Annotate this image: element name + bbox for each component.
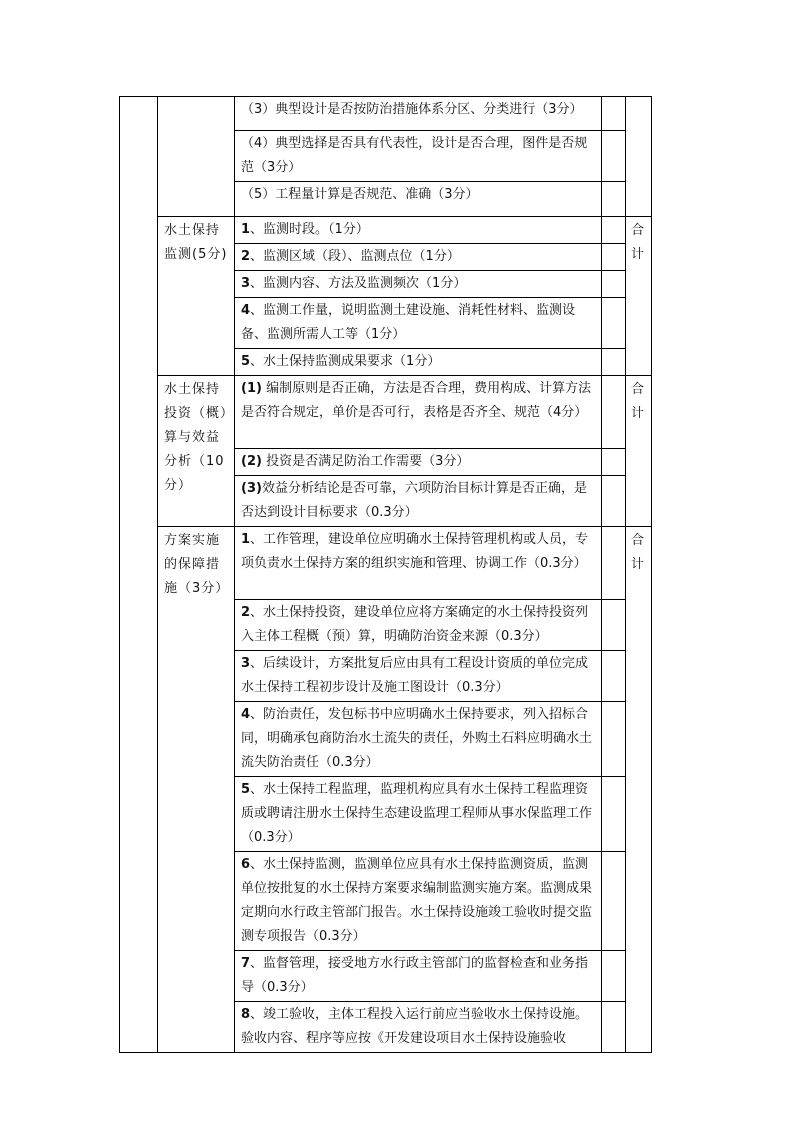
- item-number: 4: [241, 303, 251, 318]
- criteria-text: 、监测工作量，说明监测土建设施、消耗性材料、监测设备、监测所需人工等（1分）: [241, 303, 576, 342]
- criteria-text: （3）典型设计是否按防治措施体系分区、分类进行（3分）: [241, 102, 583, 117]
- item-number: (3): [241, 481, 262, 496]
- score-cell: [602, 449, 626, 476]
- criteria-row: [235, 217, 602, 244]
- criteria-text: 、竣工验收，主体工程投入运行前应当验收水土保持设施。验收内容、程序等应按《开发建设项目水土保持设施验收: [241, 1007, 589, 1046]
- criteria-text: 编制原则是否正确，方法是否合理，费用构成、计算方法是否符合规定，单价是否可行，表格是否齐全、规范（4分）: [241, 381, 592, 420]
- criteria-row: [235, 527, 602, 600]
- criteria-text: 、后续设计，方案批复后应由具有工程设计资质的单位完成水土保持工程初步设计及施工图设计（0.3分）: [241, 656, 589, 695]
- item-number: (2): [241, 454, 262, 469]
- item-number: (1): [241, 381, 262, 396]
- total-label: 合计: [626, 217, 652, 376]
- score-cell: [602, 852, 626, 951]
- criteria-row: [235, 244, 602, 271]
- score-cell: [602, 349, 626, 376]
- item-number: 2: [241, 249, 251, 264]
- criteria-text: 、水土保持监测成果要求（1分）: [250, 354, 441, 369]
- total-cell: [626, 97, 652, 217]
- score-cell: [602, 777, 626, 852]
- item-number: 1: [241, 222, 251, 237]
- criteria-text: 投资是否满足防治工作需要（3分）: [261, 454, 470, 469]
- item-number: 5: [241, 354, 251, 369]
- criteria-row: [235, 449, 602, 476]
- score-cell: [602, 476, 626, 527]
- criteria-text: 效益分析结论是否可靠，六项防治目标计算是否正确，是否达到设计目标要求（0.3分）: [241, 481, 587, 520]
- criteria-row: [235, 1002, 602, 1053]
- criteria-text: 、监测时段。（1分）: [250, 222, 369, 237]
- review-score-table: [119, 96, 652, 1053]
- criteria-text: 、防治责任，发包标书中应明确水土保持要求，列入招标合同，明确承包商防治水土流失的责任，外购土石料应明确水土流失防治责任（0.3分）: [241, 707, 593, 770]
- category-investment: 水土保持投资（概）算与效益分析（10分）: [158, 376, 235, 527]
- criteria-row: [235, 777, 602, 852]
- criteria-row: [235, 298, 602, 349]
- criteria-row: [235, 951, 602, 1002]
- criteria-text: 、水土保持监测，监测单位应具有水土保持监测资质，监测单位按批复的水土保持方案要求编制监测实施方案。监测成果定期向水行政主管部门报告。水土保持设施竣工验收时提交监测专项报告（0.3分）: [241, 857, 593, 944]
- score-cell: [602, 376, 626, 449]
- score-cell: [602, 298, 626, 349]
- category-guarantee: 方案实施的保障措施（3分）: [158, 527, 235, 1053]
- item-number: 5: [241, 782, 251, 797]
- item-number: 8: [241, 1007, 251, 1022]
- criteria-text: 、监测区域（段）、监测点位（1分）: [250, 249, 460, 264]
- criteria-text: 、工作管理，建设单位应明确水土保持管理机构或人员，专项负责水土保持方案的组织实施和管理、协调工作（0.3分）: [241, 532, 589, 571]
- criteria-row: [235, 271, 602, 298]
- score-cell: [602, 651, 626, 702]
- item-number: 6: [241, 857, 251, 872]
- category-monitoring: 水土保持监测(5分): [158, 217, 235, 376]
- criteria-row: [235, 852, 602, 951]
- item-number: 7: [241, 956, 251, 971]
- criteria-row: [235, 349, 602, 376]
- criteria-text: 、水土保持工程监理，监理机构应具有水土保持工程监理资质或聘请注册水土保持生态建设监理工程师从事水保监理工作（0.3分）: [241, 782, 593, 845]
- score-cell: [602, 527, 626, 600]
- criteria-text: （4）典型选择是否具有代表性，设计是否合理，图件是否规范（3分）: [241, 136, 588, 175]
- item-number: 2: [241, 605, 251, 620]
- criteria-row: [235, 651, 602, 702]
- score-cell: [602, 217, 626, 244]
- criteria-row: [235, 476, 602, 527]
- score-cell: [602, 244, 626, 271]
- score-cell: [602, 1002, 626, 1053]
- criteria-text: 、水土保持投资，建设单位应将方案确定的水土保持投资列入主体工程概（预）算，明确防治资金来源（0.3分）: [241, 605, 589, 644]
- criteria-text: 、监督管理，接受地方水行政主管部门的监督检查和业务指导（0.3分）: [241, 956, 589, 995]
- criteria-row: [235, 376, 602, 449]
- category-cell-blank: [158, 97, 235, 217]
- criteria-row: [235, 600, 602, 651]
- score-cell: [602, 702, 626, 777]
- score-cell: [602, 271, 626, 298]
- score-cell: [602, 951, 626, 1002]
- criteria-row: [235, 131, 602, 182]
- criteria-text: 、监测内容、方法及监测频次（1分）: [250, 276, 467, 291]
- score-cell: [602, 97, 626, 131]
- item-number: 4: [241, 707, 251, 722]
- outer-left-cell: [120, 97, 158, 1053]
- item-number: 3: [241, 276, 251, 291]
- criteria-text: （5）工程量计算是否规范、准确（3分）: [241, 187, 479, 202]
- score-cell: [602, 600, 626, 651]
- score-cell: [602, 182, 626, 217]
- score-cell: [602, 131, 626, 182]
- criteria-row: [235, 702, 602, 777]
- total-label: 合计: [626, 376, 652, 527]
- criteria-row: [235, 182, 602, 217]
- total-label: 合计: [626, 527, 652, 1053]
- item-number: 3: [241, 656, 251, 671]
- item-number: 1: [241, 532, 251, 547]
- criteria-row: [235, 97, 602, 131]
